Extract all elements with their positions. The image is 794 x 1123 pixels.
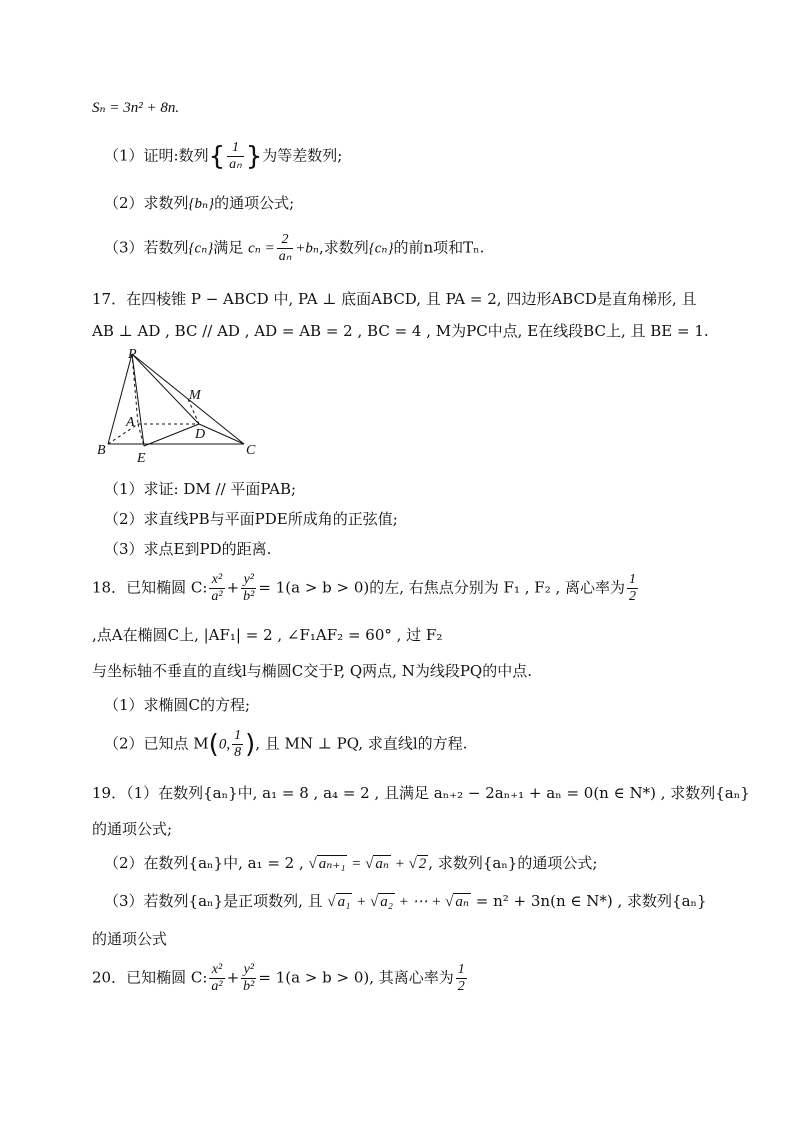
q18-part2 [104,728,467,761]
q19-p3-sqrt-sum: √ a₁ + √ a₂ + ⋯ + √ aₙ [327,894,469,910]
q18-p2-frac [232,728,243,761]
right-brace: } [245,141,263,172]
q16-p3-tail: +bₙ [295,240,319,257]
q18-x-num: x² [209,572,224,589]
q16-part2 [104,192,294,213]
q19-line2: 的通项公式; [92,820,173,838]
q16-p3-clhs: cₙ = [248,240,275,257]
q20-line: 20．已知椭圆 C: $\frac{\text{x²}}{\text{a²}}$ + $\frac{\text{y²}}{\text{b²}}$ = 1(a > b > 0), 其离心率为 $\frac{1}{2}$ [92,962,465,994]
q16-p3-set1: {cₙ} [188,240,214,257]
q19-p2-r3: 2 [418,856,427,872]
q20-ecc-den: 2 [457,979,465,994]
q20-x-frac [209,962,224,995]
q16-p3-fraction [277,232,294,265]
q16-p3-post2: 的前n项和Tₙ. [393,238,485,257]
q16-p1-den: aₙ [229,157,242,172]
q17-part1: （1）求证: DM // 平面PAB; [104,480,297,498]
q16-p1-fraction [227,140,244,173]
q18-p2-post: , 且 MN ⊥ PQ, 求直线l的方程. [255,734,468,753]
q18-p2-num: 1 [234,728,242,743]
q18-ecc-num: 1 [629,572,637,587]
q20-ecc-num: 1 [457,962,465,977]
q19-line-last: 的通项公式 [92,930,168,948]
top-formula: Sₙ = 3n² + 8n. [92,100,180,116]
label-a: A [126,415,135,430]
q18-p2-x: 0, [218,736,231,753]
right-paren: ) [245,729,256,760]
q19-p2-plus: + [390,856,409,872]
q18-line2: ,点A在椭圆C上, |AF₁| = 2 , ∠F₁AF₂ = 60° , 过 F₂ [92,626,443,644]
q19-p2-r1: aₙ₊₁ [318,856,346,872]
q16-p3-pre: （3）若数列 [104,238,189,257]
q16-p3-post1: ,求数列 [318,238,369,257]
q18-ecc-den: 2 [629,589,637,604]
edge-pe [132,354,144,446]
q16-p2-set: {bₙ} [188,196,215,212]
q20-mid: = 1(a > b > 0), 其离心率为 [258,968,454,987]
q16-p3-num: 2 [277,232,294,249]
q17-line1: 17．在四棱锥 P − ABCD 中, PA ⊥ 底面ABCD, 且 PA = 2, 四边形ABCD是直角梯形, 且 [92,290,697,308]
q18-intro: 18．已知椭圆 C: $\frac{\text{x²}}{\text{a²}}$ + $\frac{\text{y²}}{\text{b²}}$ = 1(a > b > 0)的左, 右焦点分别为 F₁ , F₂ , 离心率为 $\frac{1}{2}$ [92,572,637,604]
q19-p2-r2: aₙ [375,856,389,872]
q20-y-den: b² [243,979,255,994]
q20-y-frac [241,962,256,995]
q18-x-den: a² [211,589,223,604]
edge-ed [144,424,199,446]
q18-intro-pre: 18．已知椭圆 C: [92,578,208,597]
left-paren: ( [208,729,219,760]
label-p: P [128,348,137,362]
q17-part3: （3）求点E到PD的距离. [104,540,272,558]
q18-ecc-frac [627,572,638,605]
q16-p2-pre: （2）求数列 [104,194,189,212]
q16-p3-den: aₙ [278,249,292,264]
q18-p2-pre: （2）已知点 M [104,734,209,753]
q18-y-frac [241,572,256,605]
edge-ae-hidden [138,424,144,446]
q20-x-den: a² [211,979,223,994]
label-e: E [137,451,146,466]
edge-pc [132,354,244,444]
q19-p3-pre: （3）若数列{aₙ}是正项数列, 且 [104,892,323,910]
q18-y-num: y² [241,572,256,589]
q19-p2-pre: （2）在数列{aₙ}中, a₁ = 2 , [104,854,304,872]
q16-p1-num: 1 [227,140,244,157]
label-b: B [97,443,106,458]
q16-p2-post: 的通项公式; [214,194,295,212]
q17-line2: AB ⊥ AD , BC // AD , AD = AB = 2 , BC = 4 , M为PC中点, E在线段BC上, 且 BE = 1. [92,322,709,340]
q18-x-frac [209,572,224,605]
q19-p3-post: = n² + 3n(n ∈ N*) , 求数列{aₙ} [471,892,707,910]
q19-p2-eq: = [347,856,366,872]
q16-p3-set2: {cₙ} [368,240,394,257]
q20-x-num: x² [209,962,224,979]
q17-part2: （2）求直线PB与平面PDE所成角的正弦值; [104,510,398,528]
q20-ecc-frac [456,962,467,995]
q20-pre: 20．已知椭圆 C: [92,968,208,987]
q16-part3 [104,232,484,265]
q18-intro-mid: = 1(a > b > 0)的左, 右焦点分别为 F₁ , F₂ , 离心率为 [258,578,626,597]
q16-p1-pre: （1）证明:数列 [104,146,209,165]
q20-y-num: y² [241,962,256,979]
label-m: M [189,388,201,403]
q18-line3: 与坐标轴不垂直的直线l与椭圆C交于P, Q两点, N为线段PQ的中点. [92,662,532,680]
q18-y-den: b² [243,589,255,604]
q19-p3-r1: a₁ [337,894,351,910]
pyramid-diagram [92,348,262,466]
q18-p2-den: 8 [234,745,242,760]
q19-part3 [104,890,707,911]
label-d: D [195,427,206,442]
q19-p3-r3: aₙ [455,894,469,910]
edge-dc [199,424,244,444]
q19-line1: 19．（1）在数列{aₙ}中, a₁ = 8 , a₄ = 2 , 且满足 aₙ₊₂ − 2aₙ₊₁ + aₙ = 0(n ∈ N*) , 求数列{aₙ} [92,784,750,802]
q16-p3-mid: 满足 [213,238,244,257]
q19-p2-sqrt-expr: √ aₙ₊₁ = √ aₙ + √ 2 [308,856,427,872]
q16-p1-post: 为等差数列; [262,146,343,165]
left-brace: { [208,141,226,172]
q16-part1 [104,140,342,173]
q19-p2-post: , 求数列{aₙ}的通项公式; [428,854,598,872]
q19-part2 [104,852,597,873]
q18-part1: （1）求椭圆C的方程; [104,696,251,714]
q19-p3-r2: a₂ [380,894,393,910]
label-c: C [246,443,256,458]
